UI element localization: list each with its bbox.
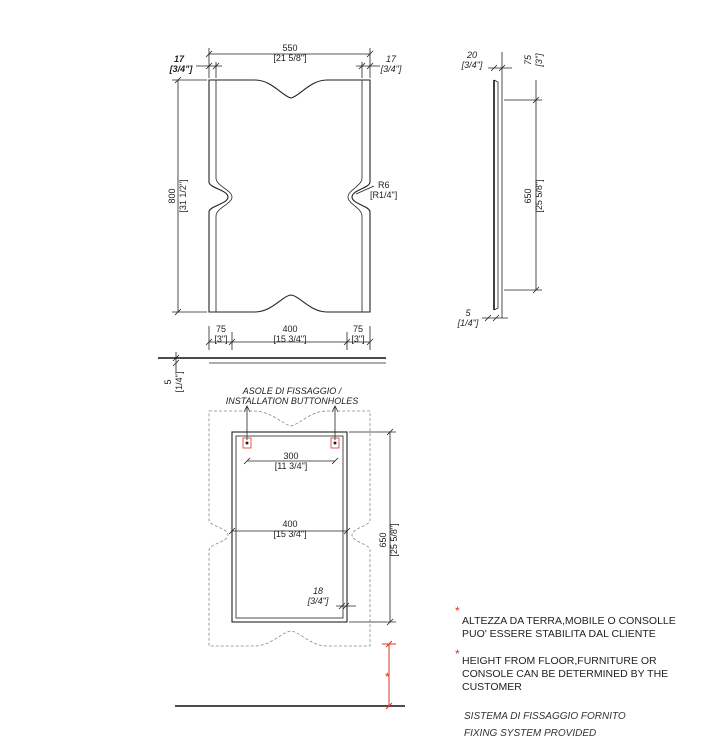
side-view	[457, 50, 544, 328]
rear-title-line1: ASOLE DI FISSAGGIO /	[242, 386, 342, 396]
dim-left-margin-in: [3/4"]	[169, 64, 193, 74]
side-bottom: 5	[465, 308, 471, 318]
side-height-in: [25 5/8"]	[534, 179, 544, 213]
rear-bar: 18	[312, 586, 324, 596]
side-depth-in: [3/4"]	[461, 60, 483, 70]
dim-width: 550	[282, 43, 298, 53]
side-height: 650	[523, 188, 533, 204]
dim-right-margin-in: [3/4"]	[380, 64, 402, 74]
mirror-outline	[209, 80, 370, 312]
rear-frame-width: 400	[282, 519, 298, 529]
rear-bar-in: [3/4"]	[307, 596, 329, 606]
side-bottom-in: [1/4"]	[457, 318, 479, 328]
notes	[455, 604, 676, 739]
note-fixing-it: SISTEMA DI FISSAGGIO FORNITO	[464, 711, 626, 722]
rear-view	[175, 386, 405, 709]
dim-bottom-center: 400	[282, 324, 298, 334]
side-top-offset-in: [3"]	[534, 53, 544, 67]
note-en-star: *	[455, 647, 460, 661]
rear-frame-width-in: [15 3/4"]	[273, 529, 307, 539]
rear-hole-spacing-in: [11 3/4"]	[274, 461, 308, 471]
note-it-line1: ALTEZZA DA TERRA,MOBILE O CONSOLLE	[462, 615, 676, 627]
note-fixing-en: FIXING SYSTEM PROVIDED	[464, 728, 597, 739]
dim-thickness: 5	[163, 379, 173, 385]
dim-bottom-right: 75	[352, 324, 364, 334]
dim-height: 800	[167, 188, 177, 204]
dim-thickness-in: [1/4"]	[174, 371, 184, 393]
side-top-offset: 75	[523, 54, 533, 66]
rear-title-line2: INSTALLATION BUTTONHOLES	[225, 396, 359, 406]
dim-left-margin: 17	[173, 54, 185, 64]
dim-bottom-left: 75	[215, 324, 227, 334]
note-en-line2: CONSOLE CAN BE DETERMINED BY THE	[462, 668, 669, 680]
side-depth: 20	[466, 50, 478, 60]
note-en-line1: HEIGHT FROM FLOOR,FURNITURE OR	[462, 655, 657, 667]
note-it-line2: PUO' ESSERE STABILITA DAL CLIENTE	[462, 628, 656, 640]
dim-right-margin: 17	[385, 54, 397, 64]
floor-height-star: *	[385, 670, 390, 684]
dim-width-in: [21 5/8"]	[273, 53, 307, 63]
rear-hole-spacing: 300	[283, 451, 299, 461]
note-en-line3: CUSTOMER	[462, 681, 522, 693]
dim-bottom-left-in: [3"]	[214, 334, 228, 344]
front-view	[158, 43, 402, 392]
dim-bottom-center-in: [15 3/4"]	[273, 334, 307, 344]
rear-frame-height: 650	[378, 532, 388, 548]
rear-frame-height-in: [25 5/8"]	[389, 523, 399, 557]
note-it-star: *	[455, 604, 460, 618]
dim-height-in: [31 1/2"]	[178, 179, 188, 213]
dim-bottom-right-in: [3"]	[351, 334, 365, 344]
dim-radius-in: [R1/4"]	[370, 190, 398, 200]
dim-radius: R6	[378, 180, 390, 190]
